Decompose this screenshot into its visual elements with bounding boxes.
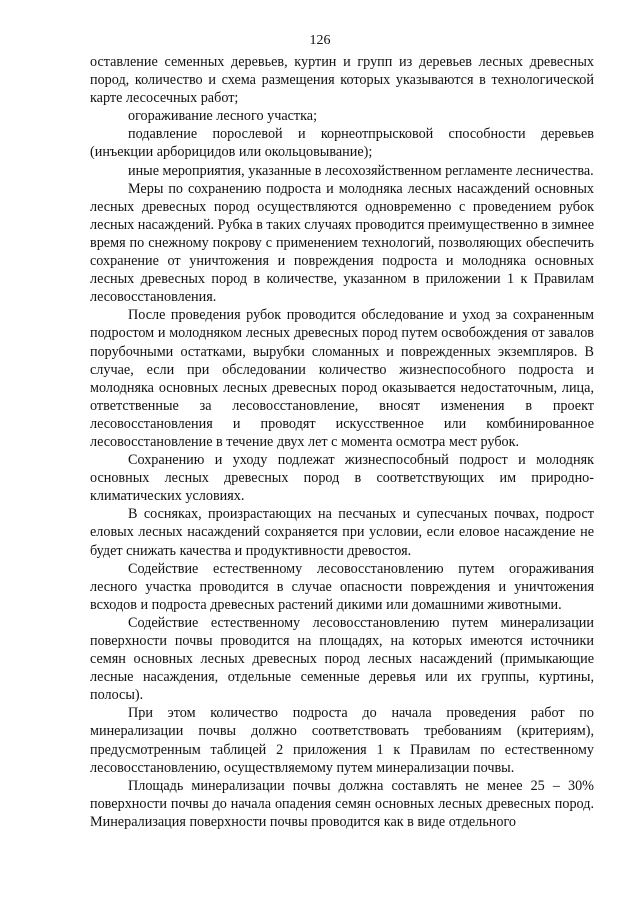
paragraph: огораживание лесного участка; (128, 108, 318, 125)
paragraph: Содействие естественному лесовосстановлению путем минерализации поверхности почвы проводится на площадях, на которых имеются источники семян основных лесных древесных пород лесных насаждений (примыкающие лесные насаждения, отдельные семенные деревья или их группы, куртины, полосы). (90, 614, 594, 704)
paragraph: иные мероприятия, указанные в лесохозяйственном регламенте лесничества. (128, 162, 594, 179)
document-body (90, 53, 594, 831)
paragraph: Площадь минерализации почвы должна составлять не менее 25 – 30% поверхности почвы до начала опадения семян основных лесных древесных пород. Минерализация поверхности почвы проводится как в виде отдельного (90, 777, 594, 830)
paragraph: Содействие естественному лесовосстановлению путем огораживания лесного участка проводится в случае опасности повреждения и уничтожения всходов и подроста древесных растений дикими или домашними животными. (90, 560, 594, 613)
paragraph: Сохранению и уходу подлежат жизнеспособный подрост и молодняк основных лесных древесных пород в соответствующих им природно-климатических условиях. (90, 452, 594, 505)
paragraph: После проведения рубок проводится обследование и уход за сохраненным подростом и молодняком лесных древесных пород путем освобождения от завалов порубочными остатками, вырубки сломанных и поврежденных экземпляров. В случае, если при обследовании количество жизнеспособного подроста и молодняка основных лесных древесных пород оказывается недостаточным, лица, ответственные за лесовосстановление, вносят изменения в проект лесовосстановления и проводят искусственное или комбинированное лесовосстановление в течение двух лет с момента осмотра мест рубок. (90, 307, 594, 450)
paragraph: В сосняках, произрастающих на песчаных и супесчаных почвах, подрост еловых лесных насаждений сохраняется при условии, если еловое насаждение не будет снижать качества и продуктивности древостоя. (90, 506, 594, 559)
page-number: 126 (309, 33, 331, 48)
paragraph: оставление семенных деревьев, куртин и групп из деревьев лесных древесных пород, количество и схема размещения которых указываются в технологической карте лесосечных работ; (90, 54, 594, 107)
paragraph: Меры по сохранению подроста и молодняка лесных насаждений основных лесных древесных пород осуществляются одновременно с проведением рубок лесных насаждений. Рубка в таких случаях проводится преимущественно в зимнее время по снежному покрову с применением технологий, позволяющих обеспечить сохранение от уничтожения и повреждения подроста и молодняка основных лесных древесных пород в количестве, указанном в приложении 1 к Правилам лесовосстановления. (90, 180, 594, 306)
paragraph: При этом количество подроста до начала проведения работ по минерализации почвы должно соответствовать требованиям (критериям), предусмотренным таблицей 2 приложения 1 к Правилам по естественному лесовосстановлению, осуществляемому путем минерализации почвы. (90, 705, 594, 776)
paragraph: подавление порослевой и корнеотпрысковой способности деревьев (инъекции арборицидов или окольцовывание); (90, 126, 594, 161)
